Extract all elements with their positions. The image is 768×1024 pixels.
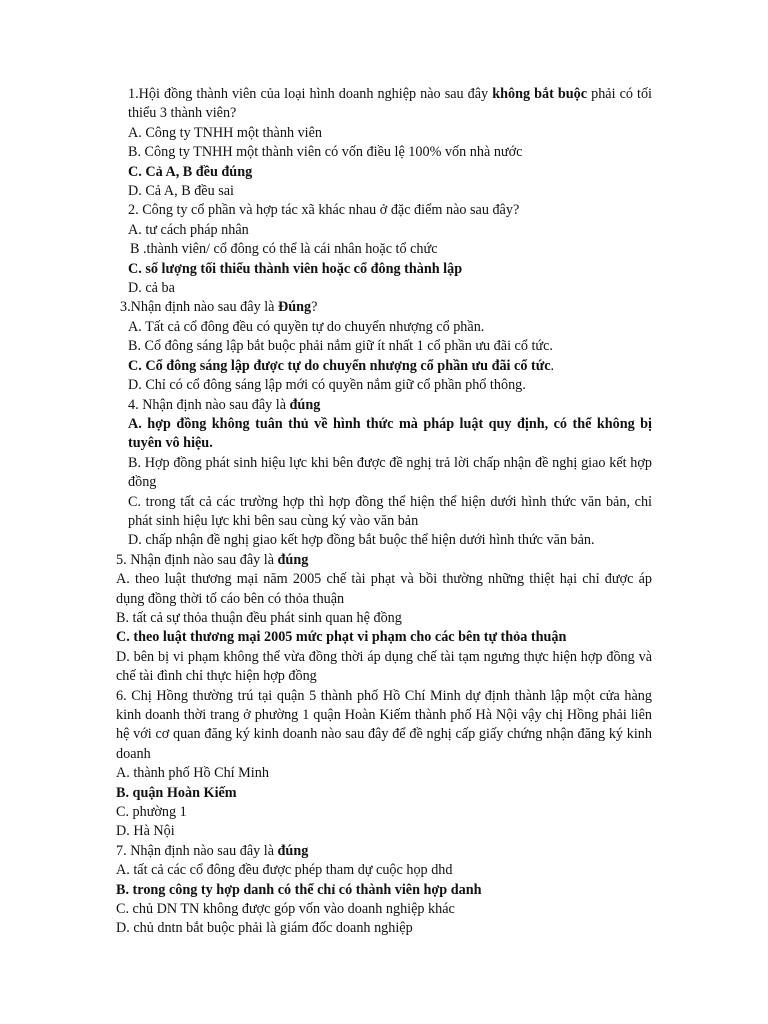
question-4-emphasis: đúng [289,396,321,413]
q7-option-d: D. chủ dntn bắt buộc phải là giám đốc doanh nghiệp [116,920,413,937]
question-3: 3.Nhận định nào sau đây là Đúng? [120,299,318,316]
q3-option-a: A. Tất cả cổ đông đều có quyền tự do chuyển nhượng cổ phần. [128,318,485,335]
q4-option-c: C. trong tất cả các trường hợp thì hợp đồng thể hiện thể hiện dưới hình thức văn bản, chỉ phát sinh hiệu lực khi bên sau cùng ký vào văn bản [128,493,652,529]
q1-option-c-answer: C. Cả A, B đều đúng [128,163,253,180]
q4-option-a-answer: A. hợp đồng không tuân thủ về hình thức mà pháp luật quy định, có thể không bị tuyên vô hiệu. [128,415,652,452]
q6-option-a: A. thành phố Hồ Chí Minh [116,765,269,782]
question-5-emphasis: đúng [277,551,309,568]
q3-option-d: D. Chỉ có cổ đông sáng lập mới có quyền nắm giữ cổ phần phổ thông. [128,377,526,394]
q3-option-b: B. Cổ đông sáng lập bắt buộc phải nắm giữ ít nhất 1 cổ phần ưu đãi cổ tức. [128,338,553,355]
question-1-emphasis: không bắt buộc [492,86,588,102]
q7-option-c: C. chủ DN TN không được góp vốn vào doanh nghiệp khác [116,901,455,918]
q6-option-d: D. Hà Nội [116,823,175,840]
q4-option-d: D. chấp nhận đề nghị giao kết hợp đồng bắt buộc thể hiện dưới hình thức văn bản. [128,532,595,549]
question-4: 4. Nhận định nào sau đây là đúng [128,396,321,413]
q1-option-d: D. Cả A, B đều sai [128,183,235,200]
q7-option-a: A. tất cả các cổ đông đều được phép tham dự cuộc họp dhd [116,862,453,879]
q1-option-a: A. Công ty TNHH một thành viên [128,124,323,141]
q5-option-d: D. bên bị vi phạm không thể vừa đồng thời áp dụng chế tài tạm ngưng thực hiện hợp đồng và chế tài đình chỉ thực hiện hợp đồng [116,648,652,685]
q6-option-b-answer: B. quận Hoàn Kiếm [116,784,237,801]
q2-option-b: B .thành viên/ cổ đông có thể là cái nhân hoặc tổ chức [130,241,438,258]
q6-option-c: C. phường 1 [116,804,187,821]
q4-option-b: B. Hợp đồng phát sinh hiệu lực khi bên được đề nghị trả lời chấp nhận đề nghị giao kết hợp đồng [128,454,652,491]
question-2: 2. Công ty cổ phần và hợp tác xã khác nhau ở đặc điểm nào sau đây? [128,202,520,219]
q3-option-c: C. Cổ đông sáng lập được tự do chuyển nhượng cổ phần ưu đãi cổ tức. [128,357,555,374]
question-6: 6. Chị Hồng thường trú tại quận 5 thành phố Hồ Chí Minh dự định thành lập một cửa hàng kinh doanh thời trang ở phường 1 quận Hoàn Kiếm thành phố Hà Nội vậy chị Hồng phải liên hệ với cơ quan đăng ký kinh doanh nào sau đây để đề nghị cấp giấy chứng nhận đăng ký kinh doanh [116,687,652,762]
q2-option-d: D. cả ba [128,280,175,297]
question-5: 5. Nhận định nào sau đây là đúng [116,551,309,568]
q3-option-c-answer: C. Cổ đông sáng lập được tự do chuyển nhượng cổ phần ưu đãi cổ tức [128,357,551,374]
question-3-emphasis: Đúng [278,299,312,316]
q7-option-b-answer: B. trong công ty hợp danh có thể chỉ có thành viên hợp danh [116,881,482,898]
q2-option-a: A. tư cách pháp nhân [128,221,249,238]
q2-option-c-answer: C. số lượng tối thiểu thành viên hoặc cổ đông thành lập [128,260,463,277]
q5-option-a: A. theo luật thương mại năm 2005 chế tài phạt và bồi thường những thiệt hại chỉ được áp dụng đồng thời tố cáo bên có thỏa thuận [116,571,652,607]
q5-option-b: B. tất cả sự thỏa thuận đều phát sinh quan hệ đồng [116,609,402,626]
q5-option-c-answer: C. theo luật thương mại 2005 mức phạt vi phạm cho các bên tự thỏa thuận [116,629,567,646]
question-7-emphasis: đúng [277,842,309,859]
document-body [116,85,652,939]
q1-option-b: B. Công ty TNHH một thành viên có vốn điều lệ 100% vốn nhà nước [128,144,523,161]
question-7: 7. Nhận định nào sau đây là đúng [116,842,309,859]
question-1: 1.Hội đồng thành viên của loại hình doanh nghiệp nào sau đây không bắt buộc phải có tối thiểu 3 thành viên? [128,86,652,122]
